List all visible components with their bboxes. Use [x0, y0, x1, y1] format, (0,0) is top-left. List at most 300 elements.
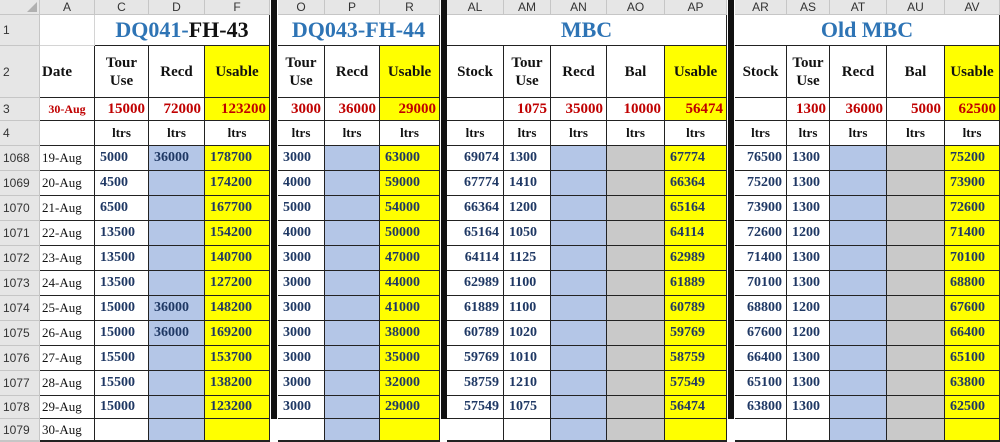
- data-cell-au-1078[interactable]: [887, 396, 945, 419]
- data-cell-p-1074[interactable]: [325, 296, 380, 321]
- row3-value-au[interactable]: 5000: [887, 98, 945, 121]
- data-cell-au-1071[interactable]: [887, 221, 945, 246]
- data-cell-au-1075[interactable]: [887, 321, 945, 346]
- data-cell-an-1075[interactable]: [551, 321, 607, 346]
- unit-label-ap[interactable]: ltrs: [665, 121, 727, 146]
- data-cell-av-1076[interactable]: 65100: [945, 346, 1000, 371]
- data-cell-au-1068[interactable]: [887, 146, 945, 171]
- data-cell-ar-1078[interactable]: 63800: [735, 396, 787, 419]
- date-cell-1070[interactable]: 21-Aug: [40, 196, 95, 221]
- data-cell-c-1068[interactable]: 5000: [95, 146, 149, 171]
- data-cell-an-1079[interactable]: [551, 419, 607, 441]
- data-cell-ap-1070[interactable]: 65164: [665, 196, 727, 221]
- data-cell-am-1077[interactable]: 1210: [504, 371, 551, 396]
- data-cell-ap-1071[interactable]: 64114: [665, 221, 727, 246]
- select-all-triangle-icon: [27, 2, 37, 12]
- data-cell-o-1078[interactable]: 3000: [278, 396, 325, 419]
- data-cell-ar-1075[interactable]: 67600: [735, 321, 787, 346]
- row-header-1071[interactable]: 1071: [0, 221, 40, 246]
- select-all-corner[interactable]: [0, 0, 40, 15]
- data-cell-al-1073[interactable]: 62989: [447, 271, 504, 296]
- data-cell-an-1072[interactable]: [551, 246, 607, 271]
- data-cell-d-1069[interactable]: [149, 171, 205, 196]
- data-cell-an-1074[interactable]: [551, 296, 607, 321]
- row3-value-ao[interactable]: 10000: [607, 98, 665, 121]
- date-cell-1076[interactable]: 27-Aug: [40, 346, 95, 371]
- data-cell-o-1072[interactable]: 3000: [278, 246, 325, 271]
- data-cell-an-1076[interactable]: [551, 346, 607, 371]
- data-cell-p-1079[interactable]: [325, 419, 380, 441]
- data-cell-av-1077[interactable]: 63800: [945, 371, 1000, 396]
- column-header-r[interactable]: R: [380, 0, 440, 15]
- data-cell-p-1077[interactable]: [325, 371, 380, 396]
- row3-value-al[interactable]: [447, 98, 504, 121]
- data-cell-au-1072[interactable]: [887, 246, 945, 271]
- data-cell-ap-1079[interactable]: [665, 419, 727, 441]
- data-cell-av-1078[interactable]: 62500: [945, 396, 1000, 419]
- data-cell-ap-1069[interactable]: 66364: [665, 171, 727, 196]
- data-cell-ap-1075[interactable]: 59769: [665, 321, 727, 346]
- row-header-1076[interactable]: 1076: [0, 346, 40, 371]
- date-cell-1074[interactable]: 25-Aug: [40, 296, 95, 321]
- data-cell-c-1078[interactable]: 15000: [95, 396, 149, 419]
- date-cell-1077[interactable]: 28-Aug: [40, 371, 95, 396]
- data-cell-as-1079[interactable]: [787, 419, 830, 441]
- unit-label-c[interactable]: ltrs: [95, 121, 149, 146]
- row-header-1[interactable]: 1: [0, 15, 40, 46]
- row3-value-at[interactable]: 36000: [830, 98, 887, 121]
- data-cell-c-1071[interactable]: 13500: [95, 221, 149, 246]
- data-cell-r-1071[interactable]: 50000: [380, 221, 440, 246]
- data-cell-d-1078[interactable]: [149, 396, 205, 419]
- row3-value-av[interactable]: 62500: [945, 98, 1000, 121]
- data-cell-ar-1069[interactable]: 75200: [735, 171, 787, 196]
- data-cell-c-1072[interactable]: 13500: [95, 246, 149, 271]
- data-cell-at-1079[interactable]: [830, 419, 887, 441]
- data-cell-f-1068[interactable]: 178700: [205, 146, 270, 171]
- data-cell-d-1074[interactable]: 36000: [149, 296, 205, 321]
- data-cell-al-1072[interactable]: 64114: [447, 246, 504, 271]
- data-cell-c-1076[interactable]: 15500: [95, 346, 149, 371]
- data-cell-av-1073[interactable]: 68800: [945, 271, 1000, 296]
- data-cell-am-1076[interactable]: 1010: [504, 346, 551, 371]
- data-cell-ap-1073[interactable]: 61889: [665, 271, 727, 296]
- data-cell-ap-1076[interactable]: 58759: [665, 346, 727, 371]
- data-cell-ao-1070[interactable]: [607, 196, 665, 221]
- unit-label-f[interactable]: ltrs: [205, 121, 270, 146]
- data-cell-f-1071[interactable]: 154200: [205, 221, 270, 246]
- date-cell-1068[interactable]: 19-Aug: [40, 146, 95, 171]
- column-header-ap[interactable]: AP: [665, 0, 727, 15]
- data-cell-d-1070[interactable]: [149, 196, 205, 221]
- data-cell-ao-1068[interactable]: [607, 146, 665, 171]
- title-dq041-prefix: DQ041-: [115, 17, 189, 42]
- hidden-columns-separator: [271, 0, 277, 419]
- data-cell-ao-1078[interactable]: [607, 396, 665, 419]
- title-dq041-suffix: FH-43: [188, 17, 249, 42]
- data-cell-al-1074[interactable]: 61889: [447, 296, 504, 321]
- data-cell-r-1079[interactable]: [380, 419, 440, 441]
- header-date-a[interactable]: Date: [40, 46, 95, 98]
- data-cell-f-1077[interactable]: 138200: [205, 371, 270, 396]
- data-cell-al-1078[interactable]: 57549: [447, 396, 504, 419]
- date-cell-1069[interactable]: 20-Aug: [40, 171, 95, 196]
- date-cell-1073[interactable]: 24-Aug: [40, 271, 95, 296]
- column-header-av[interactable]: AV: [945, 0, 1000, 15]
- data-cell-al-1068[interactable]: 69074: [447, 146, 504, 171]
- date-cell-1079[interactable]: 30-Aug: [40, 419, 95, 441]
- data-cell-av-1069[interactable]: 73900: [945, 171, 1000, 196]
- data-cell-o-1069[interactable]: 4000: [278, 171, 325, 196]
- data-cell-r-1070[interactable]: 54000: [380, 196, 440, 221]
- hidden-columns-separator: [728, 0, 734, 419]
- date-cell-1075[interactable]: 26-Aug: [40, 321, 95, 346]
- data-cell-au-1070[interactable]: [887, 196, 945, 221]
- header-usable-r[interactable]: Usable: [380, 46, 440, 98]
- data-cell-o-1070[interactable]: 5000: [278, 196, 325, 221]
- data-cell-d-1079[interactable]: [149, 419, 205, 441]
- data-cell-r-1073[interactable]: 44000: [380, 271, 440, 296]
- data-cell-al-1079[interactable]: [447, 419, 504, 441]
- header-tour-use-as[interactable]: Tour Use: [787, 46, 830, 98]
- column-header-p[interactable]: P: [325, 0, 380, 15]
- row-header-2[interactable]: 2: [0, 46, 40, 98]
- data-cell-at-1078[interactable]: [830, 396, 887, 419]
- data-cell-av-1068[interactable]: 75200: [945, 146, 1000, 171]
- date-cell-1078[interactable]: 29-Aug: [40, 396, 95, 419]
- unit-label-ar[interactable]: ltrs: [735, 121, 787, 146]
- data-cell-r-1076[interactable]: 35000: [380, 346, 440, 371]
- data-cell-ap-1074[interactable]: 60789: [665, 296, 727, 321]
- data-cell-ao-1079[interactable]: [607, 419, 665, 441]
- data-cell-ar-1072[interactable]: 71400: [735, 246, 787, 271]
- data-cell-at-1072[interactable]: [830, 246, 887, 271]
- data-cell-ar-1070[interactable]: 73900: [735, 196, 787, 221]
- data-cell-as-1078[interactable]: 1300: [787, 396, 830, 419]
- column-header-am[interactable]: AM: [504, 0, 551, 15]
- data-cell-an-1070[interactable]: [551, 196, 607, 221]
- data-cell-ap-1078[interactable]: 56474: [665, 396, 727, 419]
- row-header-1072[interactable]: 1072: [0, 246, 40, 271]
- data-cell-f-1075[interactable]: 169200: [205, 321, 270, 346]
- data-cell-an-1071[interactable]: [551, 221, 607, 246]
- row3-value-r[interactable]: 29000: [380, 98, 440, 121]
- column-header-ao[interactable]: AO: [607, 0, 665, 15]
- header-usable-f[interactable]: Usable: [205, 46, 270, 98]
- data-cell-am-1071[interactable]: 1050: [504, 221, 551, 246]
- row3-value-ar[interactable]: [735, 98, 787, 121]
- data-cell-al-1069[interactable]: 67774: [447, 171, 504, 196]
- data-cell-d-1076[interactable]: [149, 346, 205, 371]
- data-cell-au-1079[interactable]: [887, 419, 945, 441]
- unit-label-p[interactable]: ltrs: [325, 121, 380, 146]
- data-cell-au-1077[interactable]: [887, 371, 945, 396]
- data-cell-au-1069[interactable]: [887, 171, 945, 196]
- row3-value-o[interactable]: 3000: [278, 98, 325, 121]
- data-cell-c-1073[interactable]: 13500: [95, 271, 149, 296]
- data-cell-ar-1071[interactable]: 72600: [735, 221, 787, 246]
- row3-value-ap[interactable]: 56474: [665, 98, 727, 121]
- column-header-as[interactable]: AS: [787, 0, 830, 15]
- row-header-3[interactable]: 3: [0, 98, 40, 121]
- data-cell-av-1075[interactable]: 66400: [945, 321, 1000, 346]
- data-cell-f-1078[interactable]: 123200: [205, 396, 270, 419]
- data-cell-f-1072[interactable]: 140700: [205, 246, 270, 271]
- header-usable-ap[interactable]: Usable: [665, 46, 727, 98]
- row-header-1079[interactable]: 1079: [0, 419, 40, 441]
- column-header-at[interactable]: AT: [830, 0, 887, 15]
- data-cell-as-1074[interactable]: 1200: [787, 296, 830, 321]
- data-cell-ao-1076[interactable]: [607, 346, 665, 371]
- header-usable-av[interactable]: Usable: [945, 46, 1000, 98]
- data-cell-at-1068[interactable]: [830, 146, 887, 171]
- data-cell-at-1076[interactable]: [830, 346, 887, 371]
- data-cell-p-1068[interactable]: [325, 146, 380, 171]
- data-cell-o-1075[interactable]: 3000: [278, 321, 325, 346]
- data-cell-c-1077[interactable]: 15500: [95, 371, 149, 396]
- data-cell-p-1078[interactable]: [325, 396, 380, 419]
- row-header-1075[interactable]: 1075: [0, 321, 40, 346]
- title-dq043-fh-44[interactable]: DQ043-FH-44: [278, 15, 440, 46]
- cell-a1[interactable]: [40, 15, 95, 46]
- unit-label-am[interactable]: ltrs: [504, 121, 551, 146]
- data-cell-an-1078[interactable]: [551, 396, 607, 419]
- header-tour-use-am[interactable]: Tour Use: [504, 46, 551, 98]
- data-cell-c-1069[interactable]: 4500: [95, 171, 149, 196]
- data-cell-an-1068[interactable]: [551, 146, 607, 171]
- data-cell-au-1076[interactable]: [887, 346, 945, 371]
- row3-value-c[interactable]: 15000: [95, 98, 149, 121]
- unit-label-as[interactable]: ltrs: [787, 121, 830, 146]
- cell-a4[interactable]: [40, 121, 95, 146]
- data-cell-ar-1068[interactable]: 76500: [735, 146, 787, 171]
- data-cell-as-1077[interactable]: 1300: [787, 371, 830, 396]
- header-bal-au[interactable]: Bal: [887, 46, 945, 98]
- column-header-a[interactable]: A: [40, 0, 95, 15]
- unit-label-au[interactable]: ltrs: [887, 121, 945, 146]
- row-header-1070[interactable]: 1070: [0, 196, 40, 221]
- data-cell-r-1069[interactable]: 59000: [380, 171, 440, 196]
- data-cell-am-1075[interactable]: 1020: [504, 321, 551, 346]
- data-cell-p-1070[interactable]: [325, 196, 380, 221]
- data-cell-f-1070[interactable]: 167700: [205, 196, 270, 221]
- data-cell-o-1068[interactable]: 3000: [278, 146, 325, 171]
- hidden-columns-separator: [441, 0, 447, 419]
- unit-label-ao[interactable]: ltrs: [607, 121, 665, 146]
- date-cell-1071[interactable]: 22-Aug: [40, 221, 95, 246]
- data-cell-r-1078[interactable]: 29000: [380, 396, 440, 419]
- header-tour-use-c[interactable]: Tour Use: [95, 46, 149, 98]
- row3-value-d[interactable]: 72000: [149, 98, 205, 121]
- data-cell-ar-1073[interactable]: 70100: [735, 271, 787, 296]
- data-cell-al-1076[interactable]: 59769: [447, 346, 504, 371]
- data-cell-ao-1074[interactable]: [607, 296, 665, 321]
- data-cell-an-1073[interactable]: [551, 271, 607, 296]
- data-cell-am-1074[interactable]: 1100: [504, 296, 551, 321]
- data-cell-as-1069[interactable]: 1300: [787, 171, 830, 196]
- data-cell-ar-1074[interactable]: 68800: [735, 296, 787, 321]
- data-cell-as-1076[interactable]: 1300: [787, 346, 830, 371]
- column-header-d[interactable]: D: [149, 0, 205, 15]
- data-cell-c-1079[interactable]: [95, 419, 149, 441]
- data-cell-ao-1069[interactable]: [607, 171, 665, 196]
- data-cell-an-1077[interactable]: [551, 371, 607, 396]
- data-cell-at-1074[interactable]: [830, 296, 887, 321]
- header-stock-ar[interactable]: Stock: [735, 46, 787, 98]
- unit-label-an[interactable]: ltrs: [551, 121, 607, 146]
- row-header-1069[interactable]: 1069: [0, 171, 40, 196]
- data-cell-ar-1077[interactable]: 65100: [735, 371, 787, 396]
- data-cell-at-1070[interactable]: [830, 196, 887, 221]
- data-cell-d-1073[interactable]: [149, 271, 205, 296]
- data-cell-av-1071[interactable]: 71400: [945, 221, 1000, 246]
- data-cell-am-1072[interactable]: 1125: [504, 246, 551, 271]
- data-cell-ao-1071[interactable]: [607, 221, 665, 246]
- data-cell-au-1074[interactable]: [887, 296, 945, 321]
- data-cell-p-1073[interactable]: [325, 271, 380, 296]
- column-header-ar[interactable]: AR: [735, 0, 787, 15]
- data-cell-f-1076[interactable]: 153700: [205, 346, 270, 371]
- row3-value-p[interactable]: 36000: [325, 98, 380, 121]
- data-cell-am-1078[interactable]: 1075: [504, 396, 551, 419]
- data-cell-f-1079[interactable]: [205, 419, 270, 441]
- data-cell-o-1076[interactable]: 3000: [278, 346, 325, 371]
- data-cell-f-1074[interactable]: 148200: [205, 296, 270, 321]
- title-mbc[interactable]: MBC: [447, 15, 727, 46]
- data-cell-ao-1075[interactable]: [607, 321, 665, 346]
- data-cell-at-1073[interactable]: [830, 271, 887, 296]
- row-header-4[interactable]: 4: [0, 121, 40, 146]
- row3-date[interactable]: 30-Aug: [40, 98, 95, 121]
- data-cell-r-1074[interactable]: 41000: [380, 296, 440, 321]
- header-bal-ao[interactable]: Bal: [607, 46, 665, 98]
- data-cell-r-1077[interactable]: 32000: [380, 371, 440, 396]
- data-cell-f-1069[interactable]: 174200: [205, 171, 270, 196]
- data-cell-o-1077[interactable]: 3000: [278, 371, 325, 396]
- data-cell-am-1069[interactable]: 1410: [504, 171, 551, 196]
- data-cell-as-1073[interactable]: 1300: [787, 271, 830, 296]
- row3-value-as[interactable]: 1300: [787, 98, 830, 121]
- data-cell-am-1070[interactable]: 1200: [504, 196, 551, 221]
- row3-value-an[interactable]: 35000: [551, 98, 607, 121]
- unit-label-o[interactable]: ltrs: [278, 121, 325, 146]
- data-cell-ar-1079[interactable]: [735, 419, 787, 441]
- unit-label-av[interactable]: ltrs: [945, 121, 1000, 146]
- unit-label-r[interactable]: ltrs: [380, 121, 440, 146]
- data-cell-as-1068[interactable]: 1300: [787, 146, 830, 171]
- title-old-mbc[interactable]: Old MBC: [735, 15, 1000, 46]
- header-stock-al[interactable]: Stock: [447, 46, 504, 98]
- data-cell-al-1075[interactable]: 60789: [447, 321, 504, 346]
- data-cell-r-1075[interactable]: 38000: [380, 321, 440, 346]
- data-cell-p-1069[interactable]: [325, 171, 380, 196]
- data-cell-p-1076[interactable]: [325, 346, 380, 371]
- data-cell-r-1072[interactable]: 47000: [380, 246, 440, 271]
- data-cell-c-1074[interactable]: 15000: [95, 296, 149, 321]
- data-cell-ap-1077[interactable]: 57549: [665, 371, 727, 396]
- row-header-1077[interactable]: 1077: [0, 371, 40, 396]
- row-header-1074[interactable]: 1074: [0, 296, 40, 321]
- data-cell-av-1079[interactable]: [945, 419, 1000, 441]
- data-cell-ap-1072[interactable]: 62989: [665, 246, 727, 271]
- header-tour-use-o[interactable]: Tour Use: [278, 46, 325, 98]
- data-cell-am-1073[interactable]: 1100: [504, 271, 551, 296]
- column-header-f[interactable]: F: [205, 0, 270, 15]
- data-cell-o-1074[interactable]: 3000: [278, 296, 325, 321]
- date-cell-1072[interactable]: 23-Aug: [40, 246, 95, 271]
- data-cell-o-1071[interactable]: 4000: [278, 221, 325, 246]
- unit-label-at[interactable]: ltrs: [830, 121, 887, 146]
- data-cell-av-1074[interactable]: 67600: [945, 296, 1000, 321]
- data-cell-al-1070[interactable]: 66364: [447, 196, 504, 221]
- data-cell-ar-1076[interactable]: 66400: [735, 346, 787, 371]
- data-cell-an-1069[interactable]: [551, 171, 607, 196]
- data-cell-as-1071[interactable]: 1200: [787, 221, 830, 246]
- data-cell-d-1075[interactable]: 36000: [149, 321, 205, 346]
- data-cell-av-1070[interactable]: 72600: [945, 196, 1000, 221]
- data-cell-ao-1073[interactable]: [607, 271, 665, 296]
- data-cell-as-1075[interactable]: 1200: [787, 321, 830, 346]
- data-cell-ao-1072[interactable]: [607, 246, 665, 271]
- data-cell-au-1073[interactable]: [887, 271, 945, 296]
- row-header-1068[interactable]: 1068: [0, 146, 40, 171]
- header-recd-an[interactable]: Recd: [551, 46, 607, 98]
- data-cell-av-1072[interactable]: 70100: [945, 246, 1000, 271]
- header-recd-d[interactable]: Recd: [149, 46, 205, 98]
- column-header-au[interactable]: AU: [887, 0, 945, 15]
- data-cell-am-1079[interactable]: [504, 419, 551, 441]
- data-cell-at-1075[interactable]: [830, 321, 887, 346]
- data-cell-at-1077[interactable]: [830, 371, 887, 396]
- data-cell-al-1077[interactable]: 58759: [447, 371, 504, 396]
- data-cell-p-1075[interactable]: [325, 321, 380, 346]
- data-cell-ap-1068[interactable]: 67774: [665, 146, 727, 171]
- data-cell-as-1070[interactable]: 1300: [787, 196, 830, 221]
- unit-label-d[interactable]: ltrs: [149, 121, 205, 146]
- data-cell-c-1070[interactable]: 6500: [95, 196, 149, 221]
- row3-value-f[interactable]: 123200: [205, 98, 270, 121]
- data-cell-p-1071[interactable]: [325, 221, 380, 246]
- data-cell-at-1071[interactable]: [830, 221, 887, 246]
- data-cell-f-1073[interactable]: 127200: [205, 271, 270, 296]
- row-header-1073[interactable]: 1073: [0, 271, 40, 296]
- column-header-al[interactable]: AL: [447, 0, 504, 15]
- header-recd-at[interactable]: Recd: [830, 46, 887, 98]
- data-cell-o-1073[interactable]: 3000: [278, 271, 325, 296]
- row-header-1078[interactable]: 1078: [0, 396, 40, 419]
- data-cell-p-1072[interactable]: [325, 246, 380, 271]
- data-cell-ao-1077[interactable]: [607, 371, 665, 396]
- row3-value-am[interactable]: 1075: [504, 98, 551, 121]
- data-cell-d-1068[interactable]: 36000: [149, 146, 205, 171]
- column-header-c[interactable]: C: [95, 0, 149, 15]
- header-recd-p[interactable]: Recd: [325, 46, 380, 98]
- data-cell-r-1068[interactable]: 63000: [380, 146, 440, 171]
- unit-label-al[interactable]: ltrs: [447, 121, 504, 146]
- column-header-o[interactable]: O: [278, 0, 325, 15]
- data-cell-d-1071[interactable]: [149, 221, 205, 246]
- column-header-an[interactable]: AN: [551, 0, 607, 15]
- data-cell-d-1072[interactable]: [149, 246, 205, 271]
- data-cell-am-1068[interactable]: 1300: [504, 146, 551, 171]
- data-cell-c-1075[interactable]: 15000: [95, 321, 149, 346]
- data-cell-d-1077[interactable]: [149, 371, 205, 396]
- data-cell-al-1071[interactable]: 65164: [447, 221, 504, 246]
- data-cell-o-1079[interactable]: [278, 419, 325, 441]
- data-cell-as-1072[interactable]: 1300: [787, 246, 830, 271]
- title-dq041-fh-43[interactable]: [95, 15, 270, 46]
- data-cell-at-1069[interactable]: [830, 171, 887, 196]
